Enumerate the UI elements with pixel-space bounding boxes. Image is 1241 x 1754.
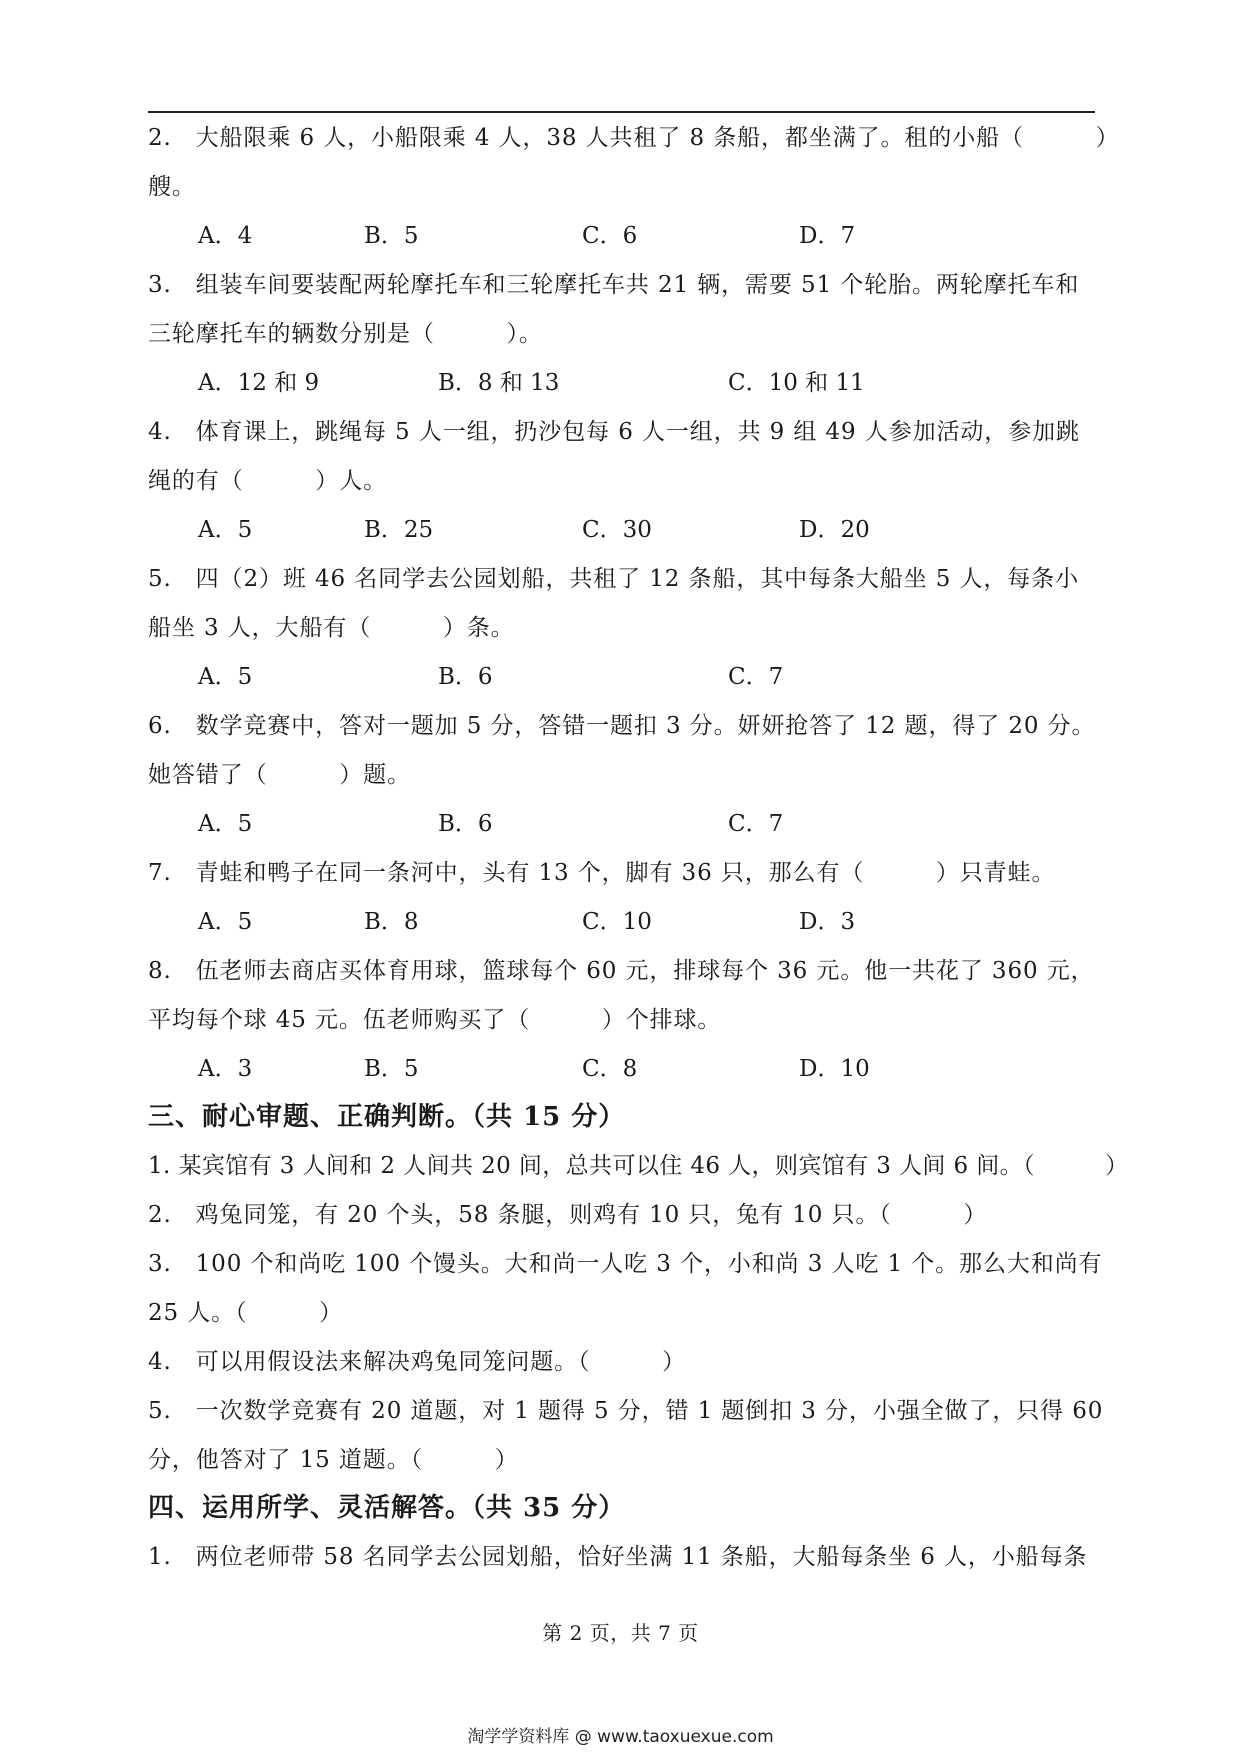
question-text-line: 2. 大船限乘 6 人，小船限乘 4 人，38 人共租了 8 条船，都坐满了。租的小船（ ） [148,125,1120,151]
question-text-line: 3. 组装车间要装配两轮摩托车和三轮摩托车共 21 辆，需要 51 个轮胎。两轮摩托车和 [148,272,1080,298]
option-b[interactable]: B．8 和 13 [438,370,560,396]
question-text-line: 绳的有（ ）人。 [148,468,387,494]
question-2 [148,114,1120,261]
judge-question-1 [148,1142,1129,1191]
judge-question-3 [148,1240,1103,1338]
question-7 [148,849,1095,947]
question-text-line: 25 人。（ ） [148,1300,344,1326]
option-c[interactable]: C．30 [582,517,652,543]
question-text-line: 3. 100 个和尚吃 100 个馒头。大和尚一人吃 3 个，小和尚 3 人吃 1 个。那么大和尚有 [148,1251,1103,1277]
question-text-line: 1. 某宾馆有 3 人间和 2 人间共 20 间，总共可以住 46 人，则宾馆有 3 人间 6 间。（ ） [148,1153,1129,1179]
judge-question-4 [148,1338,1095,1387]
option-d[interactable]: D．3 [799,909,856,935]
question-text-line: 5. 四（2）班 46 名同学去公园划船，共租了 12 条船，其中每条大船坐 5 人，每条小 [148,566,1080,592]
question-text-line: 平均每个球 45 元。伍老师购买了（ ）个排球。 [148,1007,722,1033]
question-text-line: 艘。 [148,174,196,200]
section-4-title: 四、运用所学、灵活解答。（共 35 分） [148,1493,626,1523]
option-c[interactable]: C．6 [582,223,638,249]
option-c[interactable]: C．8 [582,1056,638,1082]
option-c[interactable]: C．7 [728,664,784,690]
exam-content [148,114,1129,1582]
answer-options [148,506,1095,555]
question-text-line: 1. 两位老师带 58 名同学去公园划船，恰好坐满 11 条船，大船每条坐 6 人，小船每条 [148,1544,1088,1570]
question-text-line: 2. 鸡兔同笼，有 20 个头，58 条腿，则鸡有 10 只，兔有 10 只。（ ） [148,1202,988,1228]
answer-options [148,898,1095,947]
answer-options [148,1045,1095,1094]
option-b[interactable]: B．25 [364,517,434,543]
option-c[interactable]: C．7 [728,811,784,837]
question-8 [148,947,1095,1094]
answer-options [148,653,1095,702]
answer-options [148,800,1095,849]
section-3-title: 三、耐心审题、正确判断。（共 15 分） [148,1102,626,1132]
option-c[interactable]: C．10 [582,909,652,935]
option-a[interactable]: A．3 [198,1056,253,1082]
question-text-line: 分，他答对了 15 道题。（ ） [148,1447,519,1473]
watermark: 淘学学资料库 @ www.taoxuexue.com [467,1727,774,1747]
header-rule [148,111,1095,113]
question-text-line: 7. 青蛙和鸭子在同一条河中，头有 13 个，脚有 36 只，那么有（ ）只青蛙。 [148,860,1056,886]
solve-question-1 [148,1533,1095,1582]
option-b[interactable]: B．6 [438,811,493,837]
option-d[interactable]: D．20 [799,517,870,543]
option-c[interactable]: C．10 和 11 [728,370,865,396]
answer-options [148,212,1095,261]
option-d[interactable]: D．10 [799,1056,870,1082]
question-text-line: 4. 体育课上，跳绳每 5 人一组，扔沙包每 6 人一组，共 9 组 49 人参加活动，参加跳 [148,419,1080,445]
question-text-line: 船坐 3 人，大船有（ ）条。 [148,615,515,641]
option-a[interactable]: A．4 [198,223,253,249]
question-3 [148,261,1095,408]
option-a[interactable]: A．5 [198,664,253,690]
option-a[interactable]: A．5 [198,909,253,935]
option-b[interactable]: B．5 [364,223,419,249]
question-text-line: 5. 一次数学竞赛有 20 道题，对 1 题得 5 分，错 1 题倒扣 3 分，小强全做了，只得 60 [148,1398,1104,1424]
question-text-line: 4. 可以用假设法来解决鸡兔同笼问题。（ ） [148,1349,687,1375]
question-6 [148,702,1095,849]
question-text-line: 三轮摩托车的辆数分别是（ ）。 [148,321,543,347]
option-b[interactable]: B．5 [364,1056,419,1082]
page-number: 第 2 页，共 7 页 [542,1621,699,1645]
question-text-line: 8. 伍老师去商店买体育用球，篮球每个 60 元，排球每个 36 元。他一共花了 360 元， [148,958,1095,984]
option-a[interactable]: A．12 和 9 [198,370,320,396]
question-text-line: 她答错了（ ）题。 [148,762,411,788]
question-text-line: 6. 数学竞赛中，答对一题加 5 分，答错一题扣 3 分。妍妍抢答了 12 题，得了 20 分。 [148,713,1096,739]
question-5 [148,555,1095,702]
option-d[interactable]: D．7 [799,223,856,249]
answer-options [148,359,1095,408]
judge-question-2 [148,1191,1095,1240]
option-b[interactable]: B．6 [438,664,493,690]
judge-question-5 [148,1387,1104,1485]
question-4 [148,408,1095,555]
option-b[interactable]: B．8 [364,909,419,935]
option-a[interactable]: A．5 [198,517,253,543]
option-a[interactable]: A．5 [198,811,253,837]
